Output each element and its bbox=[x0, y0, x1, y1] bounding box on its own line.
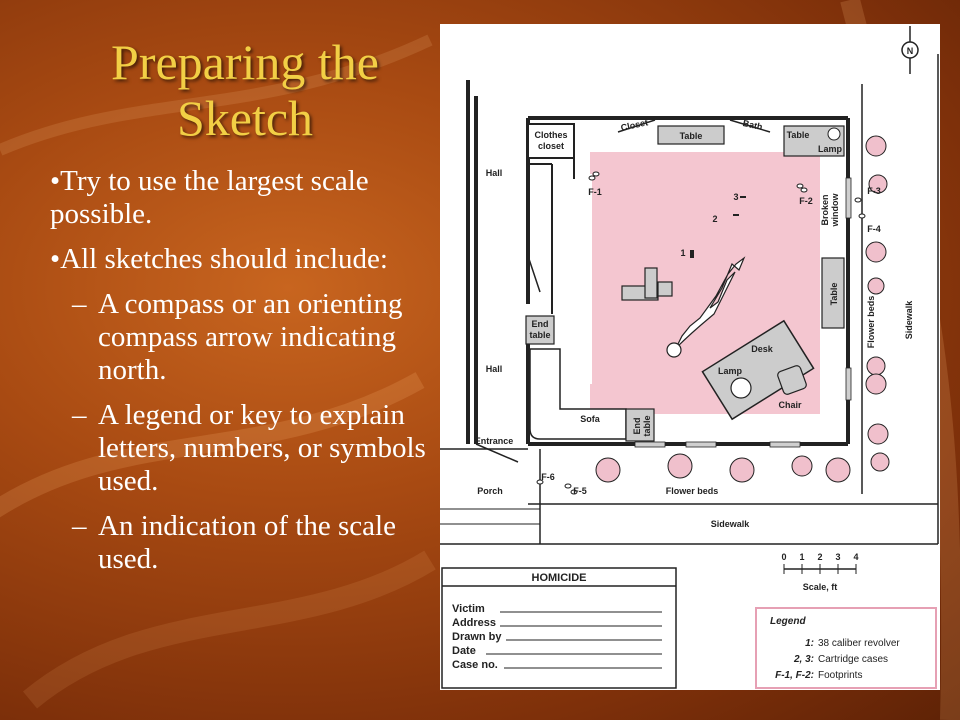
compass-label: N bbox=[906, 46, 914, 56]
bullet-item: •All sketches should include: bbox=[50, 243, 388, 275]
corner-lamp-icon bbox=[828, 128, 840, 140]
sidewalk-right-label: Sidewalk bbox=[904, 300, 914, 340]
legend-value: 38 caliber revolver bbox=[818, 638, 900, 649]
scale-bar bbox=[781, 552, 858, 592]
flower-beds-bottom-label: Flower beds bbox=[665, 486, 719, 496]
marker-1: 1 bbox=[680, 248, 686, 258]
bullet-item: •Try to use the largest scale possible. bbox=[50, 165, 369, 230]
table-lamp-label: Lamp bbox=[817, 144, 843, 154]
scale-tick: 2 bbox=[817, 552, 823, 562]
hall-top-label: Hall bbox=[485, 168, 503, 178]
sub-bullet-item bbox=[72, 510, 430, 576]
sub-bullet-item bbox=[72, 288, 430, 387]
table-top-label: Table bbox=[679, 131, 703, 141]
sketch-legend bbox=[756, 608, 936, 688]
legend-key: F-1, F-2: bbox=[775, 670, 814, 681]
end-table-bottom-label: End bbox=[632, 417, 642, 435]
scale-tick: 3 bbox=[835, 552, 841, 562]
marker-3: 3 bbox=[733, 192, 739, 202]
sketch-drawing bbox=[440, 24, 940, 690]
porch-label: Porch bbox=[477, 486, 503, 496]
dash-marker: – bbox=[72, 288, 87, 320]
marker-f6: F-6 bbox=[541, 472, 555, 482]
end-table-left-label: table bbox=[529, 330, 551, 340]
marker-f2: F-2 bbox=[799, 196, 813, 206]
hall-bottom-label: Hall bbox=[485, 364, 503, 374]
marker-f1: F-1 bbox=[588, 187, 602, 197]
legend-value: Footprints bbox=[818, 670, 863, 681]
scale-tick: 0 bbox=[781, 552, 787, 562]
sub-bullet-text: An indication of the scale used. bbox=[98, 510, 396, 575]
end-table-bottom-label: table bbox=[642, 415, 652, 437]
legend-key: 2, 3: bbox=[793, 654, 814, 665]
lamp-label: Lamp bbox=[717, 366, 743, 376]
entrance-door bbox=[476, 444, 518, 462]
dash-marker: – bbox=[72, 510, 87, 542]
marker-2: 2 bbox=[712, 214, 718, 224]
closet-label: Closet bbox=[619, 117, 649, 133]
sidewalk-bottom-label: Sidewalk bbox=[710, 519, 750, 529]
entrance-label: Entrance bbox=[474, 436, 514, 446]
form-heading: HOMICIDE bbox=[531, 572, 587, 584]
legend-key: 1: bbox=[805, 638, 814, 649]
form-field-label: Victim bbox=[452, 603, 485, 615]
slide-title: Preparing the Sketch bbox=[111, 34, 379, 146]
marker-f3: F-3 bbox=[867, 186, 881, 196]
table-right-label: Table bbox=[829, 282, 839, 306]
broken-window-label: Broken bbox=[820, 194, 830, 226]
flower-beds-right-label: Flower beds bbox=[866, 295, 876, 349]
sofa-label: Sofa bbox=[580, 414, 600, 424]
scale-tick: 1 bbox=[799, 552, 805, 562]
north-compass-icon bbox=[902, 26, 918, 74]
form-field-label: Drawn by bbox=[452, 631, 502, 643]
desk-label: Desk bbox=[751, 344, 773, 354]
scale-tick: 4 bbox=[853, 552, 859, 562]
legend-value: Cartridge cases bbox=[818, 654, 889, 665]
form-field-label: Address bbox=[452, 617, 497, 629]
scale-label: Scale, ft bbox=[802, 582, 838, 592]
crime-scene-sketch bbox=[440, 24, 940, 690]
sub-bullet-item bbox=[72, 399, 430, 498]
desk-lamp-icon bbox=[731, 378, 751, 398]
sub-bullet-text: A legend or key to explain letters, numbers, or symbols used. bbox=[98, 399, 426, 497]
form-field-label: Case no. bbox=[452, 659, 498, 671]
form-field-label: Date bbox=[452, 645, 476, 657]
end-table-left-label: End bbox=[531, 319, 549, 329]
legend-heading: Legend bbox=[770, 616, 806, 627]
chair-label: Chair bbox=[778, 400, 802, 410]
sub-bullet-text: A compass or an orienting compass arrow indicating north. bbox=[98, 288, 403, 386]
marker-f5: F-5 bbox=[573, 486, 587, 496]
bullet-list bbox=[50, 165, 430, 588]
broken-window-label: window bbox=[830, 193, 840, 227]
clothes-closet-label: closet bbox=[537, 141, 565, 151]
homicide-form bbox=[442, 568, 676, 688]
marker-f4: F-4 bbox=[867, 224, 881, 234]
clothes-closet-label: Clothes bbox=[534, 130, 568, 140]
bath-label: Bath bbox=[741, 118, 764, 133]
dash-marker: – bbox=[72, 399, 87, 431]
table-lamp-label: Table bbox=[786, 130, 810, 140]
